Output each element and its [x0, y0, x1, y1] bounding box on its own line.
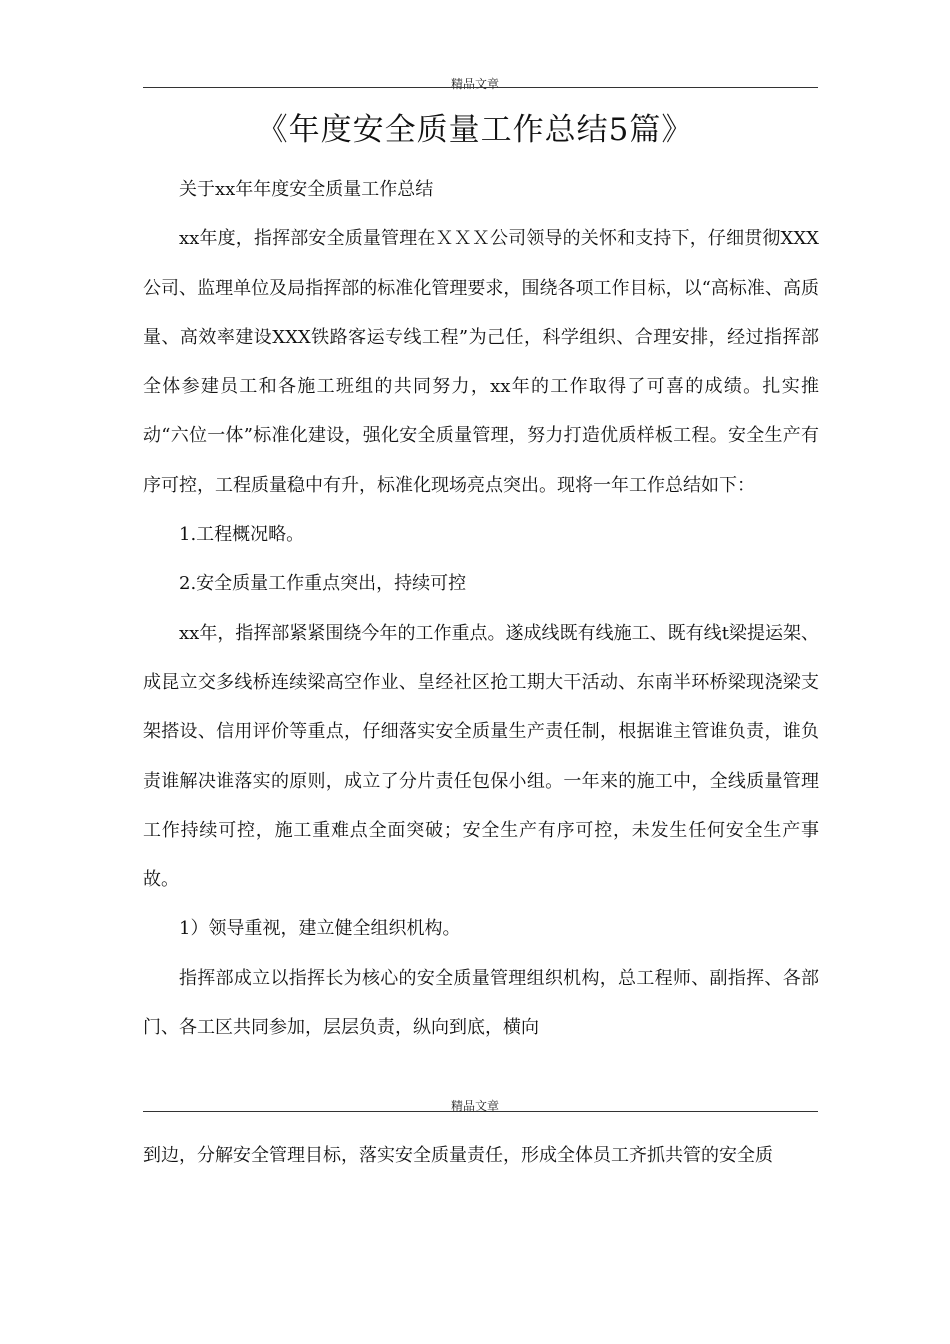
- body-paragraph: 指挥部成立以指挥长为核心的安全质量管理组织机构，总工程师、副指挥、各部门、各工区共同参加，层层负责，纵向到底，横向: [143, 967, 819, 1039]
- body-paragraph: xx年度，指挥部安全质量管理在ＸＸＸ公司领导的关怀和支持下，仔细贯彻XXX公司、监理单位及局指挥部的标准化管理要求，围绕各项工作目标，以“高标准、高质量、高效率建设XXX铁路客运专线工程”为己任，科学组织、合理安排，经过指挥部全体参建员工和各施工班组的共同努力，xx年的工作取得了可喜的成绩。扎实推动“六位一体”标准化建设，强化安全质量管理，努力打造优质样板工程。安全生产有序可控，工程质量稳中有升，标准化现场亮点突出。现将一年工作总结如下：: [143, 228, 819, 496]
- list-item-safety-quality: 2.安全质量工作重点突出，持续可控: [179, 573, 467, 595]
- document-body: [143, 165, 819, 1052]
- document-title: 《年度安全质量工作总结5篇》: [256, 112, 694, 148]
- header-rule: [143, 87, 818, 88]
- list-item-overview: 1.工程概况略。: [179, 524, 305, 546]
- sub-item-leadership: 1）领导重视，建立健全组织机构。: [179, 918, 461, 940]
- continuation-paragraph: 到边，分解安全管理目标，落实安全质量责任，形成全体员工齐抓共管的安全质: [143, 1145, 773, 1166]
- page-footer-label: 精品文章: [450, 1099, 499, 1113]
- body-paragraph: xx年，指挥部紧紧围绕今年的工作重点。遂成线既有线施工、既有线t梁提运架、成昆立交多线桥连续梁高空作业、皇经社区抢工期大干活动、东南半环桥梁现浇梁支架搭设、信用评价等重点，仔细落实安全质量生产责任制，根据谁主管谁负责，谁负责谁解决谁落实的原则，成立了分片责任包保小组。一年来的施工中，全线质量管理工作持续可控，施工重难点全面突破；安全生产有序可控，未发生任何安全生产事故。: [143, 622, 819, 891]
- page-header-label: 精品文章: [450, 77, 499, 91]
- footer-rule: [143, 1111, 818, 1112]
- subtitle-paragraph: 关于xx年年度安全质量工作总结: [179, 179, 434, 200]
